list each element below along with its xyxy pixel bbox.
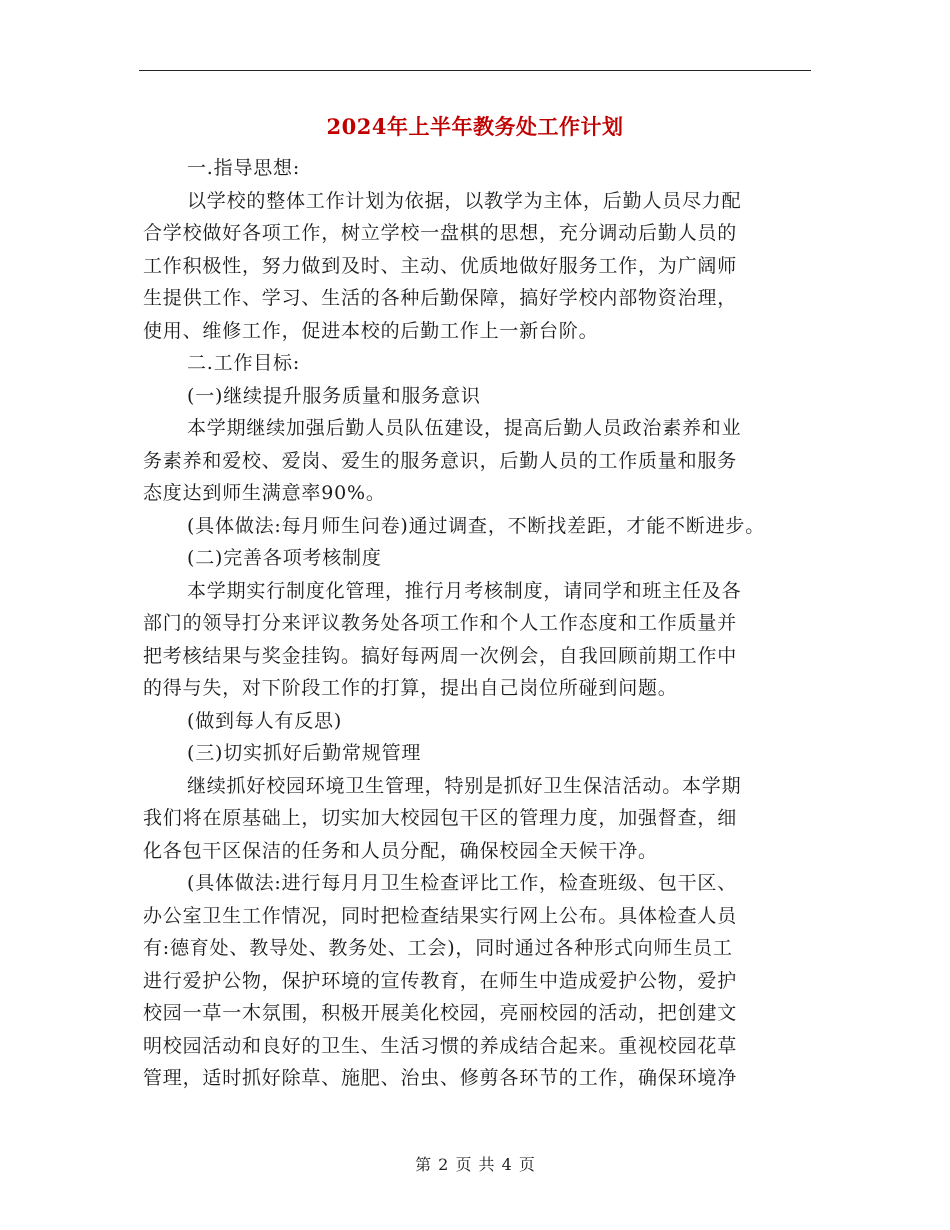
header-rule	[139, 70, 811, 71]
text-line: 有:德育处、教导处、教务处、工会)，同时通过各种形式向师生员工	[143, 937, 733, 959]
text-line: (具体做法:每月师生问卷)通过调查，不断找差距，才能不断进步。	[187, 514, 766, 537]
text-line: (一)继续提升服务质量和服务意识	[187, 384, 481, 407]
text-line: 校园一草一木氛围，积极开展美化校园，亮丽校园的活动，把创建文	[143, 1002, 738, 1024]
text-line: 明校园活动和良好的卫生、生活习惯的养成结合起来。重视校园花草	[143, 1034, 738, 1057]
text-line: 二.工作目标:	[187, 352, 301, 374]
text-line: 我们将在原基础上，切实加大校园包干区的管理力度，加强督查，细	[143, 807, 738, 829]
text-line: (具体做法:进行每月月卫生检查评比工作，检查班级、包干区、	[187, 872, 738, 894]
text-line: 使用、维修工作，促进本校的后勤工作上一新台阶。	[143, 319, 599, 342]
text-line: 部门的领导打分来评议教务处各项工作和个人工作态度和工作质量并	[143, 612, 738, 634]
document-title: 2024年上半年教务处工作计划	[326, 114, 624, 139]
text-line: (做到每人有反思)	[187, 709, 343, 732]
page-number: 第 2 页 共 4 页	[415, 1155, 535, 1174]
text-line: 生提供工作、学习、生活的各种后勤保障，搞好学校内部物资治理，	[143, 287, 738, 309]
text-line: 务素养和爱校、爱岗、爱生的服务意识，后勤人员的工作质量和服务	[143, 449, 738, 472]
document-body	[143, 152, 815, 1095]
text-line: 办公室卫生工作情况，同时把检查结果实行网上公布。具体检查人员	[143, 904, 738, 927]
text-line: 本学期继续加强后勤人员队伍建设，提高后勤人员政治素养和业	[187, 417, 742, 439]
text-line: (三)切实抓好后勤常规管理	[187, 742, 422, 764]
text-line: 态度达到师生满意率90%。	[143, 482, 386, 504]
text-line: 管理，适时抓好除草、施肥、治虫、修剪各环节的工作，确保环境净	[143, 1067, 738, 1089]
text-line: 以学校的整体工作计划为依据，以教学为主体，后勤人员尽力配	[187, 189, 742, 212]
text-line: 继续抓好校园环境卫生管理，特别是抓好卫生保洁活动。本学期	[187, 774, 742, 797]
text-line: 进行爱护公物，保护环境的宣传教育，在师生中造成爱护公物，爱护	[143, 969, 738, 992]
text-line: 工作积极性，努力做到及时、主动、优质地做好服务工作，为广阔师	[143, 254, 738, 277]
text-line: 合学校做好各项工作，树立学校一盘棋的思想，充分调动后勤人员的	[143, 222, 738, 244]
text-line: 把考核结果与奖金挂钩。搞好每两周一次例会，自我回顾前期工作中	[143, 644, 738, 667]
text-line: 化各包干区保洁的任务和人员分配，确保校园全天候干净。	[143, 839, 658, 862]
text-line: 一.指导思想:	[187, 157, 301, 179]
text-line: 本学期实行制度化管理，推行月考核制度，请同学和班主任及各	[187, 579, 742, 602]
text-line: 的得与失，对下阶段工作的打算，提出自己岗位所碰到问题。	[143, 677, 678, 699]
text-line: (二)完善各项考核制度	[187, 547, 382, 569]
